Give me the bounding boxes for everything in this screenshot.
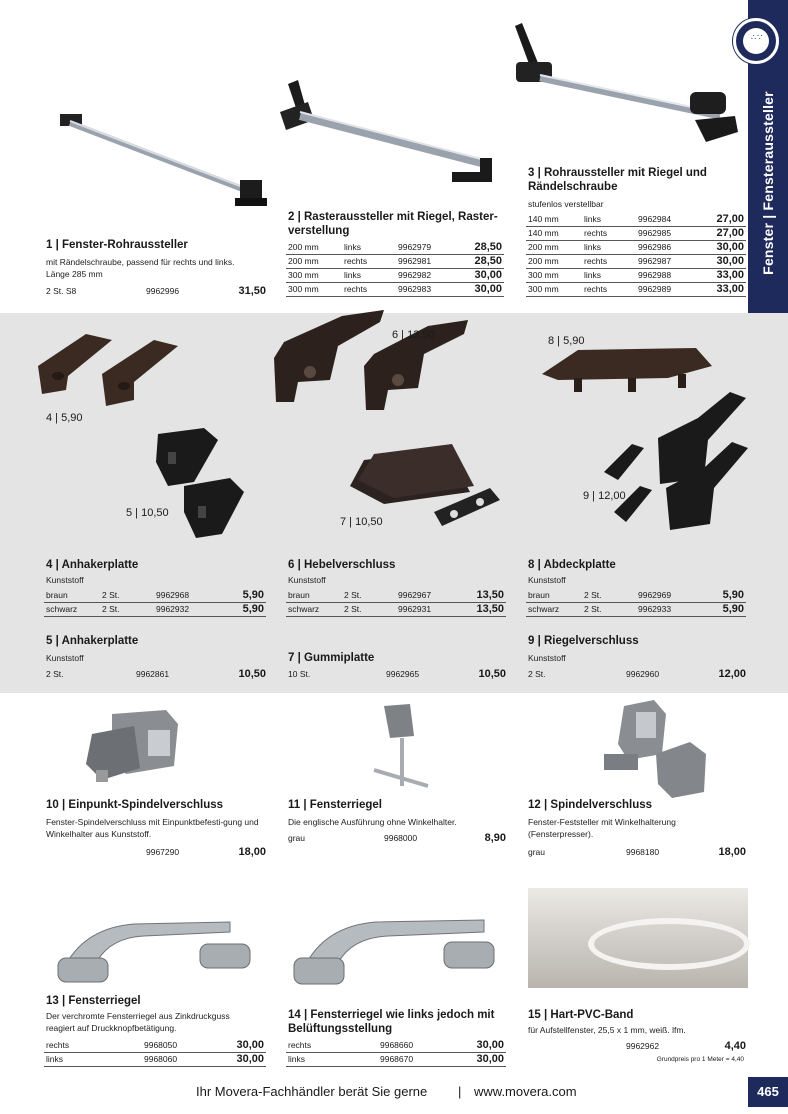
size: 140 mm [526, 227, 582, 241]
price-row-1 [46, 284, 266, 298]
img-label-5: 5 | 10,50 [126, 507, 169, 519]
footer-text: Ihr Movera-Fachhändler berät Sie gerne [196, 1084, 428, 1099]
article-number: 9962960 [626, 669, 660, 679]
table-row [44, 603, 266, 617]
size: 200 mm [286, 255, 342, 269]
price: 30,00 [208, 1039, 266, 1053]
price-table-14 [286, 1039, 506, 1067]
article-number: 9968050 [142, 1039, 208, 1053]
footer-separator: | [458, 1084, 462, 1099]
article-number: 9962931 [396, 603, 464, 617]
product-title-14: 14 | Fensterriegel wie links jedoch mit Belüftungsstellung [288, 1009, 495, 1035]
product-desc-5: Kunststoff [46, 653, 84, 663]
side: links [286, 1053, 378, 1067]
price: 30,00 [702, 241, 746, 255]
product-title-3: 3 | Rohraussteller mit Riegel und Rändelschraube [528, 167, 707, 193]
side: rechts [582, 227, 636, 241]
table-row [526, 269, 746, 283]
price: 5,90 [220, 589, 266, 603]
table-row [526, 589, 746, 603]
table-row [286, 283, 504, 297]
price: 27,00 [702, 213, 746, 227]
price-table-8 [526, 589, 746, 617]
side: links [342, 269, 396, 283]
product-title-11: 11 | Fensterriegel [288, 799, 382, 811]
qty: 2 St. [342, 589, 396, 603]
price: 13,50 [464, 589, 506, 603]
price: 30,00 [702, 255, 746, 269]
article-number: 9967290 [146, 847, 180, 857]
price-row-11 [288, 831, 506, 845]
product-title-1: 1 | Fenster-Rohraussteller [46, 239, 188, 251]
table-row [44, 1053, 266, 1067]
product-title-4: 4 | Anhakerplatte [46, 559, 139, 571]
product-title-8: 8 | Abdeckplatte [528, 559, 616, 571]
price: 13,50 [464, 603, 506, 617]
product-title-13: 13 | Fensterriegel [46, 995, 141, 1007]
product-image-15 [528, 888, 748, 988]
price: 27,00 [702, 227, 746, 241]
product-title-10: 10 | Einpunkt-Spindelverschluss [46, 799, 224, 811]
price: 18,00 [238, 846, 266, 858]
price: 30,00 [460, 283, 504, 297]
price-table-2 [286, 241, 504, 297]
article-number: 9962979 [396, 241, 460, 255]
article-number: 9968000 [384, 833, 418, 843]
price: 12,00 [718, 668, 746, 680]
price-row-9 [528, 667, 746, 681]
article-number: 9962982 [396, 269, 460, 283]
product-image-14 [284, 906, 506, 992]
img-label-7: 7 | 10,50 [340, 516, 383, 528]
product-image-11 [366, 700, 436, 800]
table-row [526, 255, 746, 269]
article-number: 9968670 [378, 1053, 446, 1067]
img-label-8: 8 | 5,90 [548, 335, 585, 347]
price-table-6 [286, 589, 506, 617]
qty: 2 St. [582, 589, 636, 603]
qty: 2 St. [46, 669, 64, 679]
product-desc-9: Kunststoff [528, 653, 566, 663]
color: schwarz [526, 603, 582, 617]
table-row [526, 603, 746, 617]
article-number: 9962933 [636, 603, 704, 617]
product-image-3 [510, 20, 740, 150]
size: 200 mm [526, 241, 582, 255]
article-number: 9962967 [396, 589, 464, 603]
price: 8,90 [484, 832, 506, 844]
table-row [286, 589, 506, 603]
article-number: 9968180 [626, 847, 660, 857]
page-number: 465 [748, 1077, 788, 1107]
table-row [44, 1039, 266, 1053]
product-title-15: 15 | Hart-PVC-Band [528, 1009, 634, 1021]
price: 33,00 [702, 283, 746, 297]
table-row [526, 227, 746, 241]
footer-url[interactable]: www.movera.com [474, 1084, 577, 1099]
product-title-6: 6 | Hebelverschluss [288, 559, 396, 571]
article-number: 9962969 [636, 589, 704, 603]
product-image-5 [148, 422, 258, 552]
qty: 2 St. [528, 669, 546, 679]
side: rechts [582, 255, 636, 269]
color: braun [44, 589, 100, 603]
size: 300 mm [526, 269, 582, 283]
price: 30,00 [446, 1053, 506, 1067]
side: rechts [286, 1039, 378, 1053]
price: 10,50 [238, 668, 266, 680]
product-title-12: 12 | Spindelverschluss [528, 799, 653, 811]
product-desc-11: Die englische Ausführung ohne Winkelhalter. [288, 817, 457, 827]
product-image-12 [594, 698, 724, 800]
table-row [526, 283, 746, 297]
color: braun [526, 589, 582, 603]
product-title-9: 9 | Riegelverschluss [528, 635, 639, 647]
product-image-1 [50, 108, 270, 218]
article-number: 9962984 [636, 213, 702, 227]
price: 31,50 [238, 285, 266, 297]
table-row [286, 1053, 506, 1067]
product-image-6 [268, 306, 478, 414]
side: rechts [44, 1039, 142, 1053]
side: links [582, 269, 636, 283]
product-image-2 [280, 72, 500, 192]
product-image-10 [82, 708, 212, 788]
side: links [44, 1053, 142, 1067]
article-number: 9962983 [396, 283, 460, 297]
side: rechts [342, 283, 396, 297]
article-number: 9962962 [626, 1041, 660, 1051]
size: 200 mm [526, 255, 582, 269]
qty: 2 St. [342, 603, 396, 617]
color: grau [288, 833, 306, 843]
img-label-4: 4 | 5,90 [46, 412, 83, 424]
article-number: 9962987 [636, 255, 702, 269]
product-title-5: 5 | Anhakerplatte [46, 635, 139, 647]
price: 10,50 [478, 668, 506, 680]
price-row-7 [288, 667, 506, 681]
size: 300 mm [286, 269, 342, 283]
price: 5,90 [704, 589, 746, 603]
article-number: 9968060 [142, 1053, 208, 1067]
size: 140 mm [526, 213, 582, 227]
price: 5,90 [704, 603, 746, 617]
qty: 2 St. [100, 589, 154, 603]
table-row [526, 213, 746, 227]
article-number: 9962968 [154, 589, 220, 603]
color: braun [286, 589, 342, 603]
article-number: 9962989 [636, 283, 702, 297]
price-row-5 [46, 667, 266, 681]
side: links [342, 241, 396, 255]
table-row [526, 241, 746, 255]
article-number: 9962988 [636, 269, 702, 283]
price-table-13 [44, 1039, 266, 1067]
table-row [44, 589, 266, 603]
article-number: 9962996 [146, 286, 180, 296]
price-row-15 [528, 1039, 746, 1053]
product-image-4 [36, 326, 181, 412]
price: 4,40 [724, 1040, 746, 1052]
article-number: 9962986 [636, 241, 702, 255]
price: 18,00 [718, 846, 746, 858]
price-row-12 [528, 845, 746, 859]
product-image-9 [600, 388, 750, 538]
qty: 2 St. S8 [46, 286, 77, 296]
price-table-4 [44, 589, 266, 617]
color: schwarz [286, 603, 342, 617]
product-desc-10: Fenster-Spindelverschluss mit Einpunktbefesti-gung und Winkelhalter aus Kunststoff. [46, 817, 259, 839]
product-desc-8: Kunststoff [528, 575, 566, 585]
price: 28,50 [460, 241, 504, 255]
table-row [286, 241, 504, 255]
qty: 2 St. [100, 603, 154, 617]
color: grau [528, 847, 546, 857]
footer [0, 1080, 788, 1108]
product-desc-13: Der verchromte Fensterriegel aus Zinkdruckguss reagiert auf Druckknopfbetätigung. [46, 1011, 230, 1033]
side: rechts [582, 283, 636, 297]
size: 200 mm [286, 241, 342, 255]
product-title-2: 2 | Rasteraussteller mit Riegel, Raster-verstellung [288, 211, 498, 237]
product-desc-15: für Aufstellfenster, 25,5 x 1 mm, weiß. lfm. [528, 1025, 686, 1035]
article-number: 9968660 [378, 1039, 446, 1053]
table-row [286, 603, 506, 617]
qty: 2 St. [582, 603, 636, 617]
product-desc-3: stufenlos verstellbar [528, 199, 604, 209]
qty: 10 St. [288, 669, 311, 679]
product-desc-1: mit Rändelschraube, passend für rechts und links. Länge 285 mm [46, 257, 235, 279]
price: 30,00 [208, 1053, 266, 1067]
price: 30,00 [446, 1039, 506, 1053]
product-image-13 [44, 908, 254, 990]
side: links [582, 213, 636, 227]
img-label-9: 9 | 12,00 [583, 490, 626, 502]
base-price-note: Grundpreis pro 1 Meter = 4,40 [656, 1056, 744, 1063]
article-number: 9962861 [136, 669, 170, 679]
movera-logo: ∴∵ [733, 18, 779, 64]
product-title-7: 7 | Gummiplatte [288, 652, 375, 664]
table-row [286, 1039, 506, 1053]
product-desc-12: Fenster-Feststeller mit Winkelhalterung (Fensterpresser). [528, 817, 676, 839]
table-row [286, 269, 504, 283]
side: rechts [342, 255, 396, 269]
category-tab-label: Fenster | Fensteraussteller [760, 91, 776, 275]
price: 33,00 [702, 269, 746, 283]
price: 28,50 [460, 255, 504, 269]
article-number: 9962932 [154, 603, 220, 617]
size: 300 mm [526, 283, 582, 297]
price: 30,00 [460, 269, 504, 283]
price-table-3 [526, 213, 746, 297]
size: 300 mm [286, 283, 342, 297]
img-label-6: 6 | 13,50 [392, 329, 435, 341]
product-desc-6: Kunststoff [288, 575, 326, 585]
article-number: 9962981 [396, 255, 460, 269]
side: links [582, 241, 636, 255]
article-number: 9962985 [636, 227, 702, 241]
price-row-10 [46, 845, 266, 859]
article-number: 9962965 [386, 669, 420, 679]
color: schwarz [44, 603, 100, 617]
product-desc-4: Kunststoff [46, 575, 84, 585]
price: 5,90 [220, 603, 266, 617]
table-row [286, 255, 504, 269]
